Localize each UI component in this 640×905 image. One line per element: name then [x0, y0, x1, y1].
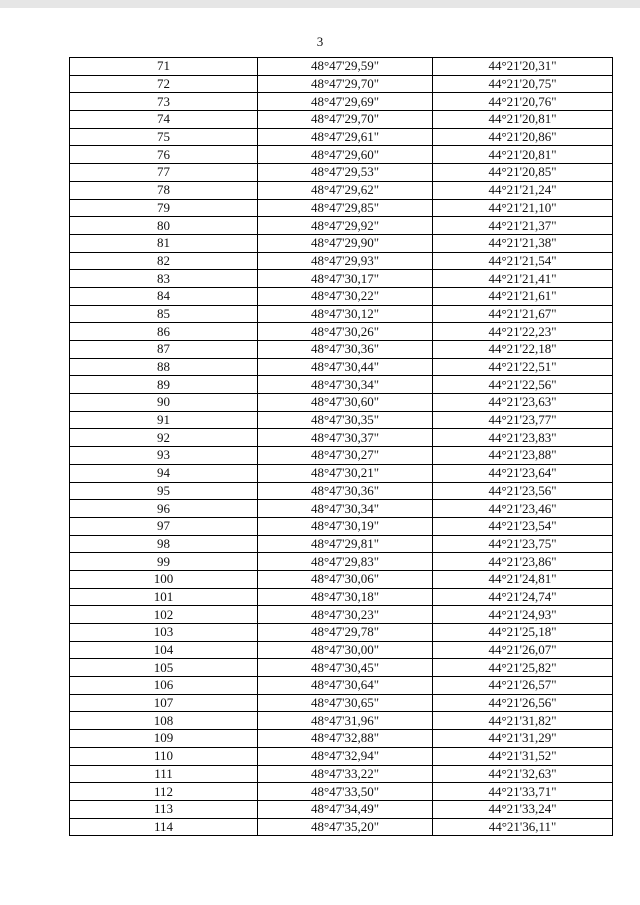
table-row — [70, 376, 613, 394]
point-number-cell: 104 — [70, 641, 258, 659]
latitude-cell: 48°47'30,37" — [258, 429, 433, 447]
point-number-cell: 84 — [70, 287, 258, 305]
latitude-cell: 48°47'33,22" — [258, 765, 433, 783]
table-row — [70, 358, 613, 376]
point-number-cell: 71 — [70, 58, 258, 76]
table-row — [70, 58, 613, 76]
point-number-cell: 99 — [70, 553, 258, 571]
latitude-cell: 48°47'32,88" — [258, 730, 433, 748]
latitude-cell: 48°47'33,50" — [258, 783, 433, 801]
table-row — [70, 765, 613, 783]
longitude-cell: 44°21'21,54" — [433, 252, 613, 270]
table-row — [70, 517, 613, 535]
point-number-cell: 83 — [70, 270, 258, 288]
longitude-cell: 44°21'20,76" — [433, 93, 613, 111]
point-number-cell: 81 — [70, 234, 258, 252]
table-row — [70, 287, 613, 305]
table-row — [70, 800, 613, 818]
longitude-cell: 44°21'23,56" — [433, 482, 613, 500]
latitude-cell: 48°47'30,65" — [258, 694, 433, 712]
latitude-cell: 48°47'29,59" — [258, 58, 433, 76]
point-number-cell: 75 — [70, 128, 258, 146]
point-number-cell: 108 — [70, 712, 258, 730]
table-row — [70, 146, 613, 164]
longitude-cell: 44°21'22,23" — [433, 323, 613, 341]
table-row — [70, 394, 613, 412]
longitude-cell: 44°21'23,86" — [433, 553, 613, 571]
latitude-cell: 48°47'31,96" — [258, 712, 433, 730]
table-row — [70, 128, 613, 146]
latitude-cell: 48°47'29,70" — [258, 75, 433, 93]
table-row — [70, 677, 613, 695]
point-number-cell: 90 — [70, 394, 258, 412]
point-number-cell: 73 — [70, 93, 258, 111]
table-row — [70, 624, 613, 642]
longitude-cell: 44°21'22,51" — [433, 358, 613, 376]
table-row — [70, 75, 613, 93]
latitude-cell: 48°47'30,27" — [258, 447, 433, 465]
latitude-cell: 48°47'30,23" — [258, 606, 433, 624]
latitude-cell: 48°47'30,34" — [258, 500, 433, 518]
latitude-cell: 48°47'30,17" — [258, 270, 433, 288]
longitude-cell: 44°21'20,86" — [433, 128, 613, 146]
longitude-cell: 44°21'31,29" — [433, 730, 613, 748]
latitude-cell: 48°47'29,93" — [258, 252, 433, 270]
point-number-cell: 107 — [70, 694, 258, 712]
point-number-cell: 106 — [70, 677, 258, 695]
longitude-cell: 44°21'21,38" — [433, 234, 613, 252]
latitude-cell: 48°47'30,06" — [258, 570, 433, 588]
point-number-cell: 95 — [70, 482, 258, 500]
latitude-cell: 48°47'29,69" — [258, 93, 433, 111]
table-row — [70, 641, 613, 659]
longitude-cell: 44°21'21,41" — [433, 270, 613, 288]
longitude-cell: 44°21'21,67" — [433, 305, 613, 323]
longitude-cell: 44°21'20,75" — [433, 75, 613, 93]
table-row — [70, 411, 613, 429]
table-row — [70, 553, 613, 571]
latitude-cell: 48°47'30,19" — [258, 517, 433, 535]
latitude-cell: 48°47'32,94" — [258, 747, 433, 765]
latitude-cell: 48°47'30,36" — [258, 482, 433, 500]
latitude-cell: 48°47'29,81" — [258, 535, 433, 553]
longitude-cell: 44°21'23,54" — [433, 517, 613, 535]
longitude-cell: 44°21'23,88" — [433, 447, 613, 465]
point-number-cell: 97 — [70, 517, 258, 535]
point-number-cell: 91 — [70, 411, 258, 429]
latitude-cell: 48°47'29,90" — [258, 234, 433, 252]
point-number-cell: 98 — [70, 535, 258, 553]
longitude-cell: 44°21'24,81" — [433, 570, 613, 588]
table-row — [70, 164, 613, 182]
table-row — [70, 747, 613, 765]
longitude-cell: 44°21'25,18" — [433, 624, 613, 642]
point-number-cell: 103 — [70, 624, 258, 642]
point-number-cell: 93 — [70, 447, 258, 465]
longitude-cell: 44°21'21,10" — [433, 199, 613, 217]
longitude-cell: 44°21'20,85" — [433, 164, 613, 182]
latitude-cell: 48°47'30,12" — [258, 305, 433, 323]
longitude-cell: 44°21'25,82" — [433, 659, 613, 677]
table-row — [70, 464, 613, 482]
latitude-cell: 48°47'30,34" — [258, 376, 433, 394]
longitude-cell: 44°21'20,31" — [433, 58, 613, 76]
latitude-cell: 48°47'29,61" — [258, 128, 433, 146]
latitude-cell: 48°47'30,18" — [258, 588, 433, 606]
table-row — [70, 588, 613, 606]
point-number-cell: 77 — [70, 164, 258, 182]
point-number-cell: 76 — [70, 146, 258, 164]
latitude-cell: 48°47'29,83" — [258, 553, 433, 571]
table-row — [70, 111, 613, 129]
table-row — [70, 694, 613, 712]
longitude-cell: 44°21'21,24" — [433, 181, 613, 199]
table-row — [70, 482, 613, 500]
longitude-cell: 44°21'23,77" — [433, 411, 613, 429]
longitude-cell: 44°21'21,61" — [433, 287, 613, 305]
table-row — [70, 217, 613, 235]
longitude-cell: 44°21'20,81" — [433, 146, 613, 164]
point-number-cell: 113 — [70, 800, 258, 818]
table-row — [70, 429, 613, 447]
point-number-cell: 114 — [70, 818, 258, 836]
point-number-cell: 101 — [70, 588, 258, 606]
table-row — [70, 234, 613, 252]
latitude-cell: 48°47'30,45" — [258, 659, 433, 677]
coordinates-table — [69, 57, 613, 836]
latitude-cell: 48°47'29,70" — [258, 111, 433, 129]
point-number-cell: 82 — [70, 252, 258, 270]
table-row — [70, 447, 613, 465]
latitude-cell: 48°47'30,21" — [258, 464, 433, 482]
longitude-cell: 44°21'23,46" — [433, 500, 613, 518]
latitude-cell: 48°47'29,78" — [258, 624, 433, 642]
point-number-cell: 94 — [70, 464, 258, 482]
point-number-cell: 111 — [70, 765, 258, 783]
point-number-cell: 112 — [70, 783, 258, 801]
point-number-cell: 96 — [70, 500, 258, 518]
point-number-cell: 87 — [70, 341, 258, 359]
latitude-cell: 48°47'29,62" — [258, 181, 433, 199]
longitude-cell: 44°21'23,83" — [433, 429, 613, 447]
coordinates-table-body — [70, 58, 613, 836]
point-number-cell: 110 — [70, 747, 258, 765]
latitude-cell: 48°47'29,60" — [258, 146, 433, 164]
longitude-cell: 44°21'32,63" — [433, 765, 613, 783]
point-number-cell: 79 — [70, 199, 258, 217]
point-number-cell: 80 — [70, 217, 258, 235]
point-number-cell: 105 — [70, 659, 258, 677]
longitude-cell: 44°21'31,52" — [433, 747, 613, 765]
table-row — [70, 341, 613, 359]
latitude-cell: 48°47'29,92" — [258, 217, 433, 235]
table-row — [70, 535, 613, 553]
point-number-cell: 89 — [70, 376, 258, 394]
latitude-cell: 48°47'30,44" — [258, 358, 433, 376]
longitude-cell: 44°21'23,75" — [433, 535, 613, 553]
latitude-cell: 48°47'29,85" — [258, 199, 433, 217]
point-number-cell: 72 — [70, 75, 258, 93]
table-row — [70, 659, 613, 677]
latitude-cell: 48°47'34,49" — [258, 800, 433, 818]
table-row — [70, 270, 613, 288]
table-row — [70, 252, 613, 270]
longitude-cell: 44°21'20,81" — [433, 111, 613, 129]
point-number-cell: 88 — [70, 358, 258, 376]
longitude-cell: 44°21'22,56" — [433, 376, 613, 394]
latitude-cell: 48°47'30,64" — [258, 677, 433, 695]
latitude-cell: 48°47'30,35" — [258, 411, 433, 429]
table-row — [70, 818, 613, 836]
table-row — [70, 199, 613, 217]
latitude-cell: 48°47'30,60" — [258, 394, 433, 412]
point-number-cell: 92 — [70, 429, 258, 447]
page-number: 3 — [316, 34, 324, 49]
table-row — [70, 712, 613, 730]
longitude-cell: 44°21'26,56" — [433, 694, 613, 712]
table-row — [70, 783, 613, 801]
latitude-cell: 48°47'29,53" — [258, 164, 433, 182]
longitude-cell: 44°21'23,64" — [433, 464, 613, 482]
longitude-cell: 44°21'33,71" — [433, 783, 613, 801]
longitude-cell: 44°21'26,57" — [433, 677, 613, 695]
latitude-cell: 48°47'35,20" — [258, 818, 433, 836]
point-number-cell: 102 — [70, 606, 258, 624]
table-row — [70, 181, 613, 199]
longitude-cell: 44°21'23,63" — [433, 394, 613, 412]
latitude-cell: 48°47'30,26" — [258, 323, 433, 341]
table-row — [70, 730, 613, 748]
table-row — [70, 305, 613, 323]
longitude-cell: 44°21'21,37" — [433, 217, 613, 235]
longitude-cell: 44°21'33,24" — [433, 800, 613, 818]
table-row — [70, 93, 613, 111]
longitude-cell: 44°21'24,93" — [433, 606, 613, 624]
table-row — [70, 570, 613, 588]
page-top-edge — [0, 0, 640, 8]
longitude-cell: 44°21'26,07" — [433, 641, 613, 659]
longitude-cell: 44°21'36,11" — [433, 818, 613, 836]
point-number-cell: 85 — [70, 305, 258, 323]
table-row — [70, 500, 613, 518]
longitude-cell: 44°21'31,82" — [433, 712, 613, 730]
longitude-cell: 44°21'22,18" — [433, 341, 613, 359]
point-number-cell: 78 — [70, 181, 258, 199]
latitude-cell: 48°47'30,00" — [258, 641, 433, 659]
latitude-cell: 48°47'30,22" — [258, 287, 433, 305]
point-number-cell: 109 — [70, 730, 258, 748]
latitude-cell: 48°47'30,36" — [258, 341, 433, 359]
longitude-cell: 44°21'24,74" — [433, 588, 613, 606]
point-number-cell: 74 — [70, 111, 258, 129]
table-row — [70, 606, 613, 624]
table-row — [70, 323, 613, 341]
point-number-cell: 86 — [70, 323, 258, 341]
point-number-cell: 100 — [70, 570, 258, 588]
